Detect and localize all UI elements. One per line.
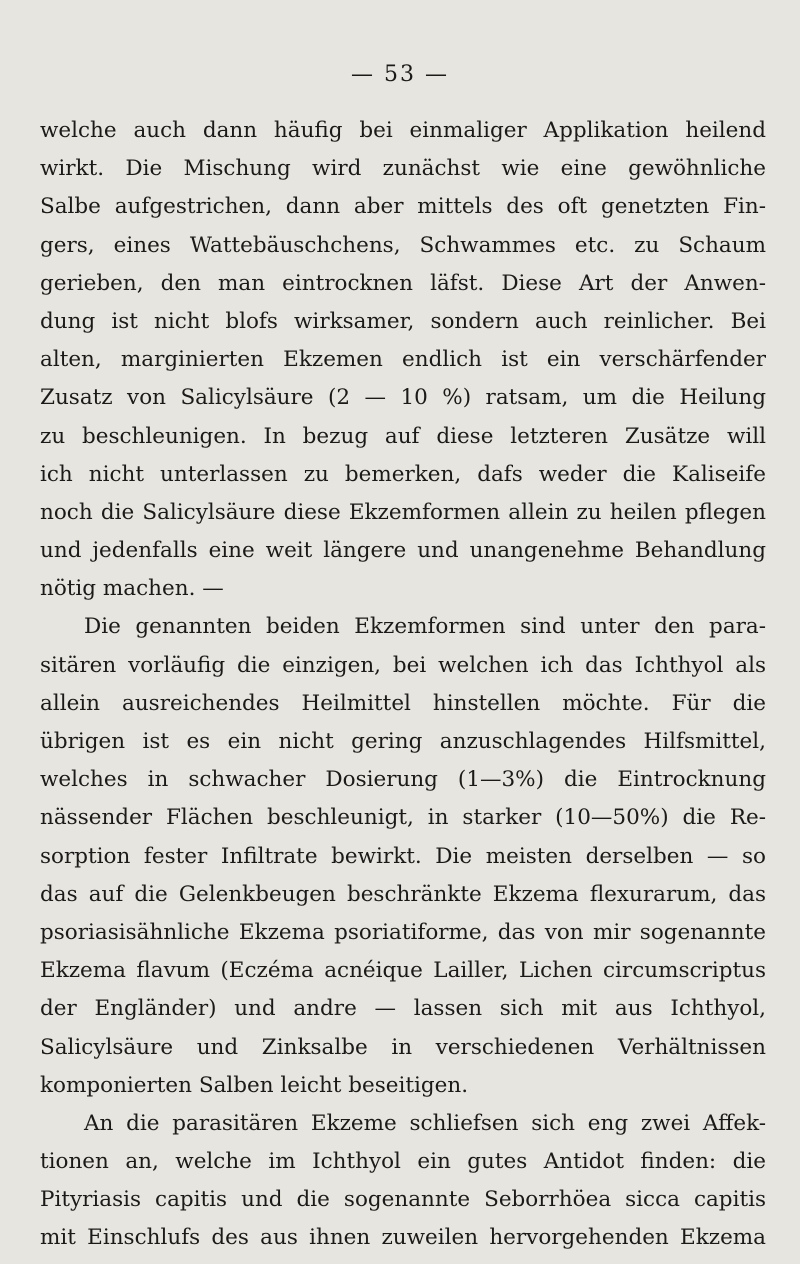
text-line: Zusatz von Salicylsäure (2 — 10 %) ratsam, um die Heilung (40, 385, 766, 411)
text-line: tionen an, welche im Ichthyol ein gutes Antidot finden: die (40, 1149, 766, 1175)
text-line: psoriasisähnliche Ekzema psoriatiforme, das von mir sogenannte (40, 919, 766, 945)
text-line: zu beschleunigen. In bezug auf diese letzteren Zusätze will (40, 423, 766, 449)
text-line: allein ausreichendes Heilmittel hinstellen möchte. Für die (40, 690, 766, 716)
text-line: gers, eines Wattebäuschchens, Schwammes etc. zu Schaum (40, 232, 766, 258)
text-line: nötig machen. — (40, 576, 224, 602)
body-text (40, 112, 766, 1258)
text-line: sorption fester Infiltrate bewirkt. Die meisten derselben — so (40, 843, 766, 869)
text-line: das auf die Gelenkbeugen beschränkte Ekzema flexurarum, das (40, 881, 766, 907)
text-line: wirkt. Die Mischung wird zunächst wie eine gewöhnliche (40, 156, 766, 182)
text-line: sitären vorläufig die einzigen, bei welchen ich das Ichthyol als (40, 652, 766, 678)
text-line: gerieben, den man eintrocknen läfst. Diese Art der Anwen- (40, 270, 766, 296)
text-line: welche auch dann häufig bei einmaliger Applikation heilend (40, 118, 766, 143)
text-line: dung ist nicht blofs wirksamer, sondern auch reinlicher. Bei (40, 308, 766, 334)
text-line: mit Einschlufs des aus ihnen zuweilen hervorgehenden Ekzema (40, 1225, 766, 1251)
page-number: — 53 — (351, 62, 449, 87)
text-line: alten, marginierten Ekzemen endlich ist ein verschärfender (40, 347, 766, 373)
text-line: Pityriasis capitis und die sogenannte Seborrhöea sicca capitis (40, 1187, 766, 1213)
text-line: An die parasitären Ekzeme schliefsen sich eng zwei Affek- (84, 1110, 766, 1136)
text-line: Salicylsäure und Zinksalbe in verschiedenen Verhältnissen (40, 1034, 766, 1060)
text-line: und jedenfalls eine weit längere und unangenehme Behandlung (40, 538, 766, 564)
text-line: welches in schwacher Dosierung (1—3%) die Eintrocknung (40, 767, 766, 793)
text-line: noch die Salicylsäure diese Ekzemformen allein zu heilen pflegen (40, 499, 766, 525)
text-line: Die genannten beiden Ekzemformen sind unter den para- (84, 614, 766, 640)
text-line: komponierten Salben leicht beseitigen. (40, 1072, 469, 1098)
text-line: ich nicht unterlassen zu bemerken, dafs weder die Kaliseife (40, 461, 766, 487)
text-line: der Engländer) und andre — lassen sich mit aus Ichthyol, (40, 996, 766, 1022)
text-line: nässender Flächen beschleunigt, in starker (10—50%) die Re- (40, 805, 766, 831)
text-line: Ekzema flavum (Eczéma acnéique Lailler, Lichen circumscriptus (40, 958, 766, 984)
text-line: übrigen ist es ein nicht gering anzuschlagendes Hilfsmittel, (40, 729, 766, 754)
text-line: Salbe aufgestrichen, dann aber mittels des oft genetzten Fin- (40, 194, 766, 220)
